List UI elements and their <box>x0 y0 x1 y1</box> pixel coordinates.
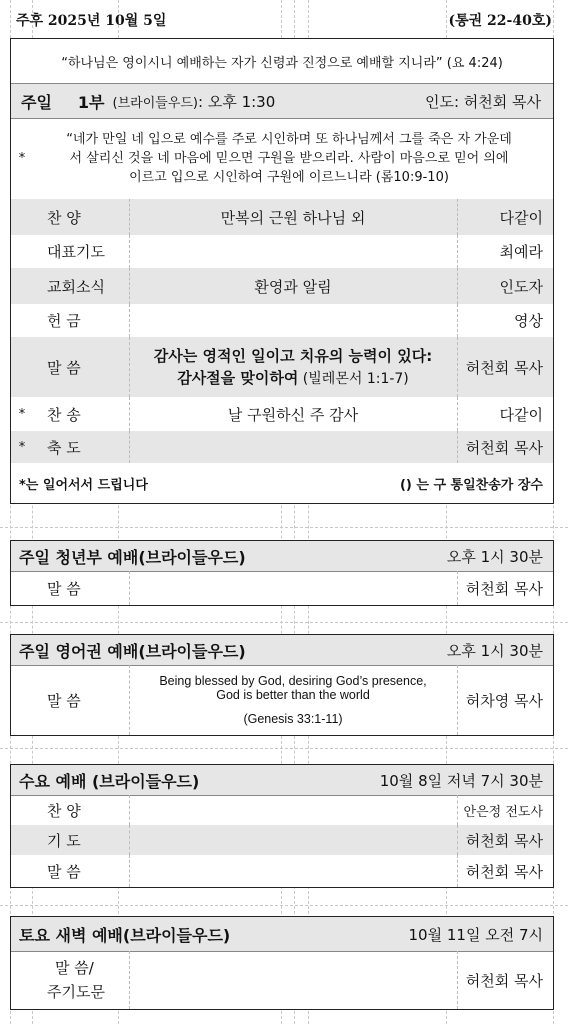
row-person: 영상 <box>514 312 543 330</box>
youth-label: 말 씀 <box>47 579 81 598</box>
row-content <box>129 235 457 268</box>
row-star <box>11 235 33 268</box>
row-content <box>129 304 457 337</box>
sermon-title-line-2: 감사절을 맞이하여 <box>177 368 299 387</box>
row-person: 인도자 <box>499 277 543 296</box>
row-label: 교회소식 <box>47 277 105 296</box>
wednesday-row <box>11 855 553 887</box>
order-row <box>11 235 553 268</box>
english-person: 허차영 목사 <box>465 691 543 710</box>
main-service-box <box>10 38 554 504</box>
wednesday-time: 10월 8일 저녁 7시 30분 <box>379 771 543 790</box>
row-label: 기 도 <box>47 831 81 850</box>
service1-part: 1부 <box>77 92 105 112</box>
row-person: 최예라 <box>499 243 543 261</box>
order-row <box>11 397 553 431</box>
scripture-block <box>11 117 553 199</box>
saturday-time: 10월 11일 오전 7시 <box>408 925 543 944</box>
english-time: 오후 1시 30분 <box>446 641 543 660</box>
epigraph: “하나님은 영이시니 예배하는 자가 신령과 진정으로 예배할 지니라” (요 4:24) <box>61 55 503 71</box>
english-sermon-line-1: Being blessed by God, desiring God’s presence, <box>159 674 427 688</box>
row-label: 찬 양 <box>47 801 81 820</box>
row-star: * <box>18 406 26 422</box>
order-row <box>11 268 553 304</box>
row-person: 허천회 목사 <box>465 831 543 850</box>
order-row <box>11 304 553 337</box>
saturday-title: 토요 새벽 예배(브라이들우드) <box>19 925 231 945</box>
service1-day: 주일 <box>21 92 52 112</box>
row-label: 축 도 <box>47 438 81 457</box>
row-person: 허천회 목사 <box>465 358 543 377</box>
saturday-label-1: 말 씀/ <box>55 959 94 977</box>
english-sermon-line-2: God is better than the world <box>216 688 370 702</box>
saturday-label-2: 주기도문 <box>47 983 105 1001</box>
youth-time: 오후 1시 30분 <box>446 547 543 566</box>
order-row <box>11 431 553 463</box>
youth-title: 주일 청년부 예배(브라이들우드) <box>19 547 246 567</box>
row-person: 다같이 <box>499 405 543 424</box>
wednesday-title: 수요 예배 (브라이들우드) <box>19 771 200 791</box>
row-content <box>129 431 457 463</box>
scripture-line-3: 이르고 입으로 시인하여 구원에 이르느니라 (롬10:9-10) <box>129 169 449 185</box>
saturday-service-box <box>10 916 554 1010</box>
row-star <box>11 304 33 337</box>
row-content: 환영과 알림 <box>254 277 332 296</box>
row-label: 말 씀 <box>47 862 81 881</box>
english-sermon-ref: (Genesis 33:1-11) <box>243 712 343 726</box>
row-person: 허천회 목사 <box>465 438 543 457</box>
wednesday-row <box>11 795 553 825</box>
row-person: 다같이 <box>499 208 543 227</box>
order-row <box>11 199 553 235</box>
service1-header <box>11 83 553 119</box>
row-label: 대표기도 <box>47 243 105 261</box>
row-star <box>11 337 33 397</box>
bulletin-date: 주후 2025년 10월 5일 <box>16 13 167 29</box>
row-label: 찬 양 <box>47 208 81 227</box>
bulletin-volume: (통권 22-40호) <box>448 13 552 29</box>
wednesday-service-box <box>10 764 554 888</box>
row-star <box>11 268 33 304</box>
scripture-star: * <box>18 150 26 166</box>
row-label: 찬 송 <box>47 405 81 424</box>
row-person: 허천회 목사 <box>465 862 543 881</box>
english-title: 주일 영어권 예배(브라이들우드) <box>19 641 246 661</box>
hymnal-note: () 는 구 통일찬송가 장수 <box>399 477 543 493</box>
row-content: 날 구원하신 주 감사 <box>227 405 359 424</box>
order-row-sermon <box>11 337 553 397</box>
wednesday-row <box>11 825 553 855</box>
english-label: 말 씀 <box>47 691 81 710</box>
row-label: 말 씀 <box>47 358 81 377</box>
sermon-title-line-1: 감사는 영적인 일이고 치유의 능력이 있다: <box>153 346 433 365</box>
youth-person: 허천회 목사 <box>465 579 543 598</box>
scripture-line-2: 서 살리신 것을 네 마음에 믿으면 구원을 받으리라. 사람이 마음으로 믿어 의에 <box>69 150 509 166</box>
youth-service-box <box>10 540 554 606</box>
row-label: 헌 금 <box>47 312 81 330</box>
english-service-box <box>10 634 554 736</box>
row-star: * <box>18 439 26 455</box>
standing-note: *는 일어서서 드립니다 <box>19 477 148 493</box>
service1-leader: 인도: 허천회 목사 <box>424 92 541 111</box>
saturday-person: 허천회 목사 <box>465 971 543 990</box>
service1-location: (브라이들우드) <box>112 95 199 111</box>
service1-time: : 오후 1:30 <box>198 92 276 111</box>
row-person: 안은정 전도사 <box>463 804 543 820</box>
row-content: 만복의 근원 하나님 외 <box>220 208 366 227</box>
scripture-line-1: “네가 만일 네 입으로 예수를 주로 시인하며 또 하나님께서 그를 죽은 자 가운데 <box>66 131 512 147</box>
row-star <box>11 199 33 235</box>
sermon-ref: (빌레몬서 1:1-7) <box>298 370 409 387</box>
